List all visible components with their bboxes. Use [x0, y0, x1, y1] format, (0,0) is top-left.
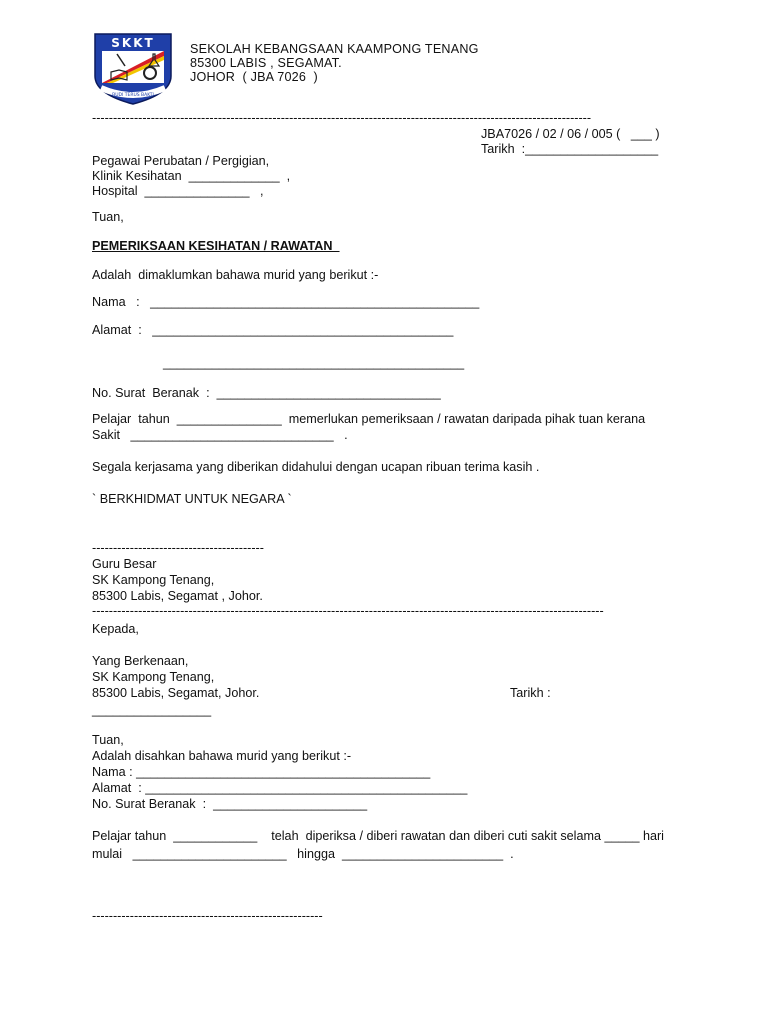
recipient-line-3: Hospital _______________ ,: [92, 184, 264, 198]
reply-date-label: Tarikh :: [510, 686, 551, 700]
reply-signature-line: -------------------------------------------------------: [92, 909, 323, 923]
motto-text: ` BERKHIDMAT UNTUK NEGARA `: [92, 492, 292, 506]
signature-school: SK Kampong Tenang,: [92, 573, 215, 587]
letter-date: Tarikh :___________________: [481, 142, 659, 156]
field-alamat-1: Alamat : ___________________________________________: [92, 323, 454, 337]
recipient-line-2: Klinik Kesihatan _____________ ,: [92, 169, 291, 183]
reply-intro: Adalah disahkan bahawa murid yang berikut :-: [92, 749, 352, 763]
field-surat-beranak: No. Surat Beranak : ________________________________: [92, 386, 441, 400]
letter-subject: PEMERIKSAAN KESIHATAN / RAWATAN_: [92, 239, 340, 253]
field-nama: Nama : _______________________________________________: [92, 295, 480, 309]
reply-address: 85300 Labis, Segamat, Johor.: [92, 686, 260, 700]
logo-letters: SKKT: [111, 36, 155, 50]
intro-text: Adalah dimaklumkan bahawa murid yang berikut :-: [92, 268, 379, 282]
school-state: JOHOR ( JBA 7026 ): [190, 70, 318, 84]
reply-salutation: Tuan,: [92, 733, 124, 747]
reply-school: SK Kampong Tenang,: [92, 670, 215, 684]
school-name: SEKOLAH KEBANGSAAN KAAMPONG TENANG: [190, 42, 479, 56]
signature-line: -----------------------------------------: [92, 541, 264, 555]
closing-text: Segala kerjasama yang diberikan didahului dengan ucapan ribuan terima kasih .: [92, 460, 540, 474]
reply-addressee: Yang Berkenaan,: [92, 654, 189, 668]
reply-field-surat-beranak: No. Surat Beranak : ______________________: [92, 797, 368, 811]
top-separator: -----------------------------------------------------------------------------------------------------------------------: [92, 111, 592, 125]
reply-date-line: _________________: [92, 703, 212, 717]
field-alamat-2: ___________________________________________: [163, 356, 465, 370]
salutation: Tuan,: [92, 210, 124, 224]
signature-address: 85300 Labis, Segamat , Johor.: [92, 589, 263, 603]
reply-field-alamat: Alamat : ______________________________________________: [92, 781, 468, 795]
reply-field-pelajar-tahun: Pelajar tahun ____________ telah diperiksa / diberi rawatan dan diberi cuti sakit selama _____ hari: [92, 829, 664, 843]
middle-separator: --------------------------------------------------------------------------------------------------------------------------: [92, 604, 604, 618]
signature-title: Guru Besar: [92, 557, 157, 571]
reference-number: JBA7026 / 02 / 06 / 005 ( ___ ): [481, 127, 660, 141]
reply-to: Kepada,: [92, 622, 139, 636]
reply-field-mulai: mulai ______________________ hingga _______________________ .: [92, 847, 514, 861]
logo-motto: BUDI TERUS BAKTI: [112, 93, 154, 98]
school-crest-logo: [93, 32, 173, 106]
school-address: 85300 LABIS , SEGAMAT.: [190, 56, 342, 70]
reply-field-nama: Nama : __________________________________________: [92, 765, 431, 779]
field-pelajar-tahun: Pelajar tahun _______________ memerlukan pemeriksaan / rawatan daripada pihak tuan kerana: [92, 412, 646, 426]
field-sakit: Sakit _____________________________ .: [92, 428, 348, 442]
recipient-line-1: Pegawai Perubatan / Pergigian,: [92, 154, 270, 168]
